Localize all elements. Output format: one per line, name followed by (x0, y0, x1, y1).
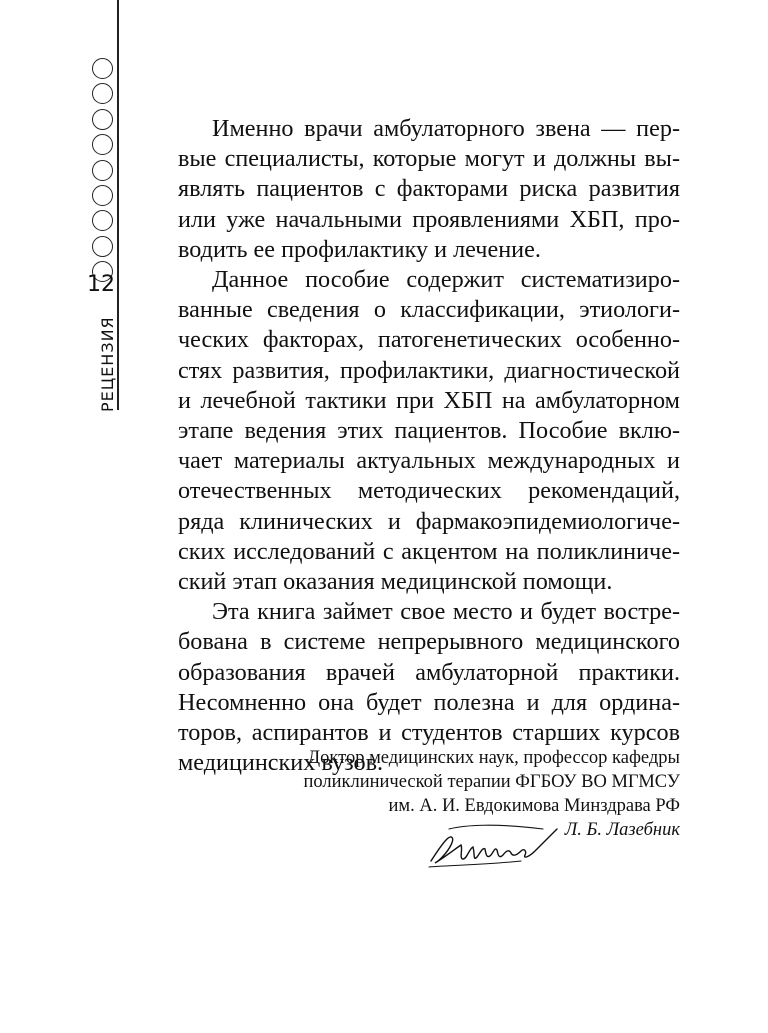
author-credentials-line-3: им. А. И. Евдокимова Минздрава РФ (388, 796, 680, 816)
author-name: Л. Б. Лазебник (564, 820, 680, 840)
margin-circle (92, 210, 113, 231)
margin-circle (92, 236, 113, 257)
margin-circle (92, 160, 113, 181)
page-number: 12 (87, 272, 115, 297)
margin-circle-column (92, 58, 116, 287)
margin-circle (92, 109, 113, 130)
author-credentials-line-1: Доктор медицинских наук, профессор кафедры (307, 748, 680, 768)
handwritten-signature (425, 815, 560, 875)
paragraph-1: Именно врачи амбулаторного звена — первые специалисты, которые могут и должны выявлять пациентов с факторами риска развития или уже начальными проявлениями ХБП, проводить ее профилактику и лечение. (178, 115, 680, 263)
margin-rule (117, 0, 119, 410)
margin-circle (92, 185, 113, 206)
section-label: РЕЦЕНЗИЯ (98, 316, 117, 412)
review-body (178, 114, 680, 778)
paragraph-3: Эта книга займет свое место и будет востребована в системе непрерывного медицинского образования врачей амбулаторной практики. Несомненно она будет полезна и для ординаторов, аспирантов и студентов старших курсов медицинских вузов. (178, 598, 680, 777)
author-credentials-line-2: поликлинической терапии ФГБОУ ВО МГМСУ (303, 772, 680, 792)
margin-circle (92, 134, 113, 155)
margin-circle (92, 83, 113, 104)
margin-circle (92, 58, 113, 79)
paragraph-2: Данное пособие содержит систематизированные сведения о классификации, этиологических факторах, патогенетических особенностях развития, профилактики, диагностической и лечебной тактики при ХБП на амбулаторном этапе ведения этих пациентов. Пособие включает материалы актуальных международных и отечественных методических рекомендаций, ряда клинических и фармакоэпидемиологических исследований с акцентом на поликлинический этап оказания медицинской помощи. (178, 266, 680, 596)
